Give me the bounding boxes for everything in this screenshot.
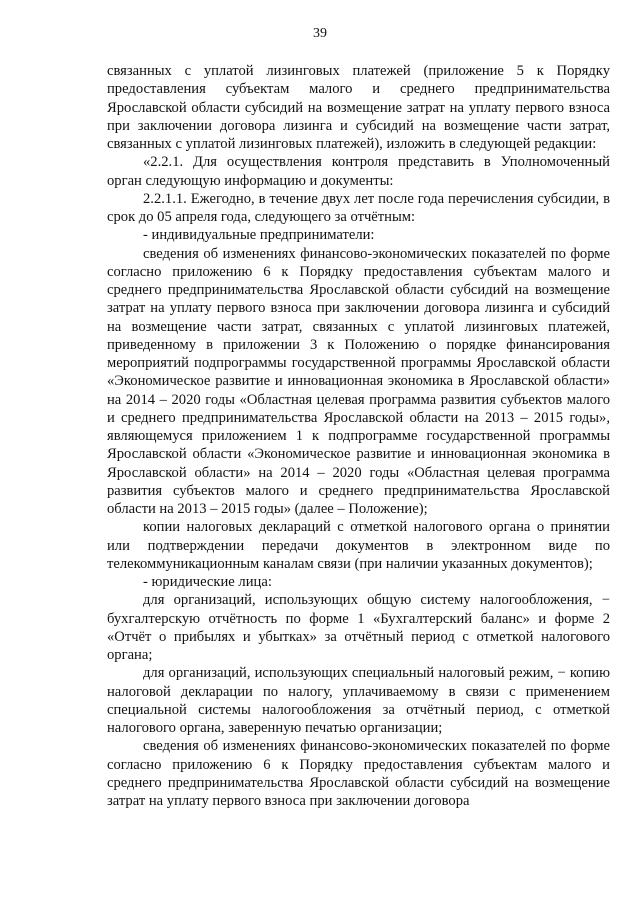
- paragraph-intro: связанных с уплатой лизинговых платежей (приложение 5 к Порядку предоставления субъектам малого и среднего предпринимательства Ярославской области субсидий на возмещение затрат на уплату первого взноса при заключении договора лизинга и субсидий на возмещение части затрат, связанных с уплатой лизинговых платежей), изложить в следующей редакции:: [107, 63, 610, 152]
- paragraph-financial-indicators-2: сведения об изменениях финансово-экономических показателей по форме согласно приложению 6 к Порядку предоставления субъектам малого и среднего предпринимательства Ярославской области субсидий на возмещение затрат на уплату первого взноса при заключении договора: [107, 738, 610, 809]
- paragraph-individual-entrepreneurs: - индивидуальные предприниматели:: [143, 227, 375, 244]
- paragraph-tax-declarations: копии налоговых деклараций с отметкой налогового органа о принятии или подтверждении передачи документов в электронном виде по телекоммуникационным каналам связи (при наличии указанных документов);: [107, 519, 610, 572]
- document-body: [107, 62, 610, 810]
- paragraph-legal-entities: - юридические лица:: [143, 574, 272, 590]
- paragraph-2-2-1-1: 2.2.1.1. Ежегодно, в течение двух лет после года перечисления субсидии, в срок до 05 апреля года, следующего за отчётным:: [107, 190, 610, 225]
- paragraph-general-taxation: для организаций, использующих общую систему налогообложения, − бухгалтерскую отчётность по форме 1 «Бухгалтерский баланс» и форме 2 «Отчёт о прибылях и убытках» за отчётный период с отметкой налогового органа;: [107, 592, 610, 663]
- page-number: 39: [313, 26, 327, 41]
- paragraph-special-taxation: для организаций, использующих специальный налоговый режим, − копию налоговой декларации по налогу, уплачиваемому в связи с применением специальной системы налогообложения за отчётный период, с отметкой налогового органа, заверенную печатью организации;: [107, 665, 610, 736]
- paragraph-2-2-1: «2.2.1. Для осуществления контроля представить в Уполномоченный орган следующую информацию и документы:: [107, 154, 610, 189]
- paragraph-financial-indicators: сведения об изменениях финансово-экономических показателей по форме согласно приложению 6 к Порядку предоставления субъектам малого и среднего предпринимательства Ярославской области субсидий на возмещение затрат на уплату первого взноса при заключении договора лизинга и субсидий на возмещение части затрат, связанных с уплатой лизинговых платежей, приведенному в приложении 3 к Положению о порядке финансирования мероприятий подпрограммы государственной программы Ярославской области «Экономическое развитие и инновационная экономика в Ярославской области» на 2014 – 2020 годы «Областная целевая программа развития субъектов малого и среднего предпринимательства Ярославской области на 2013 – 2015 годы», являющемуся приложением 1 к подпрограмме государственной программы Ярославской области «Экономическое развитие и инновационная экономика в Ярославской области» на 2014 – 2020 годы «Областная целевая программа развития субъектов малого и среднего предпринимательства Ярославской области на 2013 – 2015 годы» (далее – Положение);: [107, 245, 610, 517]
